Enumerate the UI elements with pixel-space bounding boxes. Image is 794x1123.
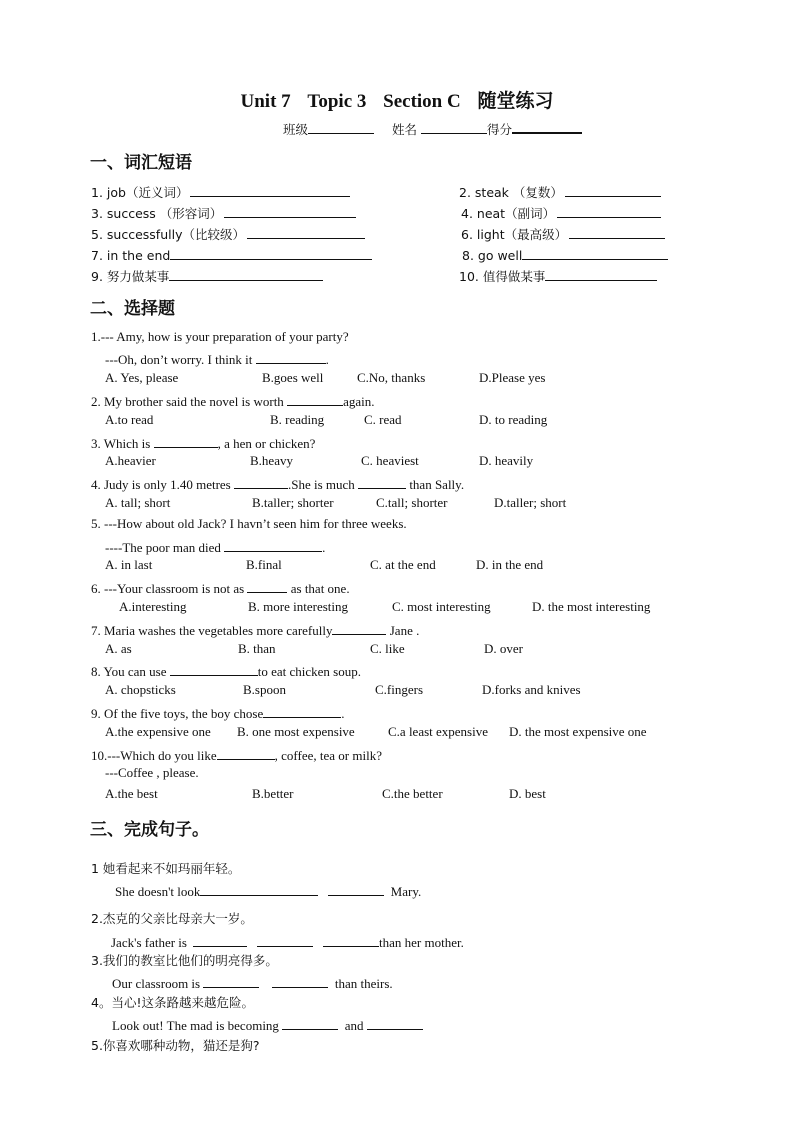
option-b[interactable]: B.heavy <box>250 453 293 468</box>
vocab-item: 10. 值得做某事 <box>459 266 657 285</box>
question-stem: 10.---Which do you like , coffee, tea or milk? <box>91 745 382 764</box>
option-a[interactable]: A.the expensive one <box>105 724 211 739</box>
option-b[interactable]: B.final <box>246 557 282 572</box>
vocab-item: 9. 努力做某事 <box>91 266 323 285</box>
option-b[interactable]: B.taller; shorter <box>252 495 334 510</box>
option-c[interactable]: C. read <box>364 412 402 427</box>
section2-heading: 二、选择题 <box>90 299 175 319</box>
question-stem: 1.--- Amy, how is your preparation of your party? <box>91 329 349 344</box>
answer-blank[interactable] <box>367 1015 423 1030</box>
name-blank[interactable] <box>421 119 487 134</box>
vocab-item: 5. successfully（比较级） <box>91 224 365 243</box>
answer-blank[interactable] <box>282 1015 338 1030</box>
title-section: Section C <box>383 91 461 112</box>
option-b[interactable]: B.spoon <box>243 682 286 697</box>
option-c[interactable]: C.fingers <box>375 682 424 697</box>
option-c[interactable]: C. most interesting <box>392 599 491 614</box>
vocab-item: 8. go well <box>462 245 668 264</box>
sentence-cn: 3.我们的教室比他们的明亮得多。 <box>91 953 278 968</box>
option-b[interactable]: B. one most expensive <box>237 724 355 739</box>
sentence-cn: 1 她看起来不如玛丽年轻。 <box>91 861 241 876</box>
answer-blank[interactable] <box>332 620 386 635</box>
option-d[interactable]: D. over <box>484 641 523 656</box>
question-stem: 5. ---How about old Jack? I havn’t seen him for three weeks. <box>91 516 407 531</box>
option-d[interactable]: D. to reading <box>479 412 548 427</box>
option-d[interactable]: D. heavily <box>479 453 534 468</box>
name-label: 姓名 <box>392 122 418 137</box>
question-stem-2: ---Coffee , please. <box>105 765 199 780</box>
sentence-cn: 2.杰克的父亲比母亲大一岁。 <box>91 911 253 926</box>
vocab-blank[interactable] <box>557 203 661 218</box>
question-stem: 9. Of the five toys, the boy chose . <box>91 703 344 722</box>
vocab-item: 6. light（最高级） <box>461 224 665 243</box>
question-stem-2: ----The poor man died . <box>105 537 325 556</box>
option-a[interactable]: A.heavier <box>105 453 156 468</box>
question-stem: 4. Judy is only 1.40 metres .She is much than Sally. <box>91 474 464 493</box>
option-c[interactable]: C. at the end <box>370 557 436 572</box>
option-d[interactable]: D.forks and knives <box>482 682 581 697</box>
vocab-blank[interactable] <box>545 266 657 281</box>
option-c[interactable]: C. heaviest <box>361 453 419 468</box>
sentence-en: Look out! The mad is becoming and <box>112 1015 423 1034</box>
option-b[interactable]: B.better <box>252 786 294 801</box>
answer-blank[interactable] <box>263 703 341 718</box>
vocab-blank[interactable] <box>569 224 665 239</box>
vocab-item: 4. neat（副词） <box>461 203 661 222</box>
question-stem: 6. ---Your classroom is not as as that one. <box>91 578 350 597</box>
vocab-item: 7. in the end <box>91 245 372 264</box>
option-b[interactable]: B. more interesting <box>248 599 349 614</box>
answer-blank[interactable] <box>240 881 318 896</box>
question-stem: 2. My brother said the novel is worth again. <box>91 391 374 410</box>
option-a[interactable]: A.to read <box>105 412 154 427</box>
vocab-blank[interactable] <box>169 266 323 281</box>
vocab-blank[interactable] <box>565 182 661 197</box>
student-info-line <box>283 118 582 138</box>
option-a[interactable]: A. chopsticks <box>105 682 176 697</box>
vocab-blank[interactable] <box>224 203 356 218</box>
vocab-item: 1. job（近义词） <box>91 182 350 201</box>
answer-blank[interactable] <box>323 932 379 947</box>
answer-blank[interactable] <box>256 349 326 364</box>
sentence-en: Jack's father is than her mother. <box>111 932 464 951</box>
option-b[interactable]: B.goes well <box>262 370 324 385</box>
vocab-item: 2. steak （复数） <box>459 182 661 201</box>
section3-heading: 三、完成句子。 <box>90 820 209 840</box>
answer-blank[interactable] <box>154 433 218 448</box>
score-blank[interactable] <box>512 118 582 134</box>
vocab-blank[interactable] <box>170 245 372 260</box>
sentence-cn: 4。当心!这条路越来越危险。 <box>91 995 254 1010</box>
option-b[interactable]: B. than <box>238 641 276 656</box>
score-label: 得分 <box>487 122 513 137</box>
answer-blank[interactable] <box>257 932 313 947</box>
vocab-blank[interactable] <box>247 224 365 239</box>
question-stem-2: ---Oh, don’t worry. I think it . <box>105 349 329 368</box>
option-d[interactable]: D.taller; short <box>494 495 567 510</box>
title-unit: Unit 7 <box>240 91 291 112</box>
option-d[interactable]: D. in the end <box>476 557 544 572</box>
question-stem: 7. Maria washes the vegetables more carefully Jane . <box>91 620 419 639</box>
sentence-en: She doesn't look Mary. <box>115 881 421 900</box>
vocab-blank[interactable] <box>190 182 350 197</box>
answer-blank[interactable] <box>358 474 406 489</box>
answer-blank[interactable] <box>170 661 258 676</box>
title-topic: Topic 3 <box>307 91 367 112</box>
sentence-cn: 5.你喜欢哪种动物，猫还是狗? <box>91 1038 260 1053</box>
answer-blank[interactable] <box>234 474 288 489</box>
option-c[interactable]: C.No, thanks <box>357 370 426 385</box>
answer-blank[interactable] <box>224 537 322 552</box>
option-a[interactable]: A.the best <box>105 786 158 801</box>
option-a[interactable]: A. as <box>105 641 132 656</box>
title-cn: 随堂练习 <box>477 90 554 112</box>
class-label: 班级 <box>283 122 309 137</box>
option-d[interactable]: D. the most expensive one <box>509 724 647 739</box>
option-c[interactable]: C.a least expensive <box>388 724 488 739</box>
answer-blank[interactable] <box>328 881 384 896</box>
answer-blank[interactable] <box>272 973 328 988</box>
option-a[interactable]: A. tall; short <box>105 495 171 510</box>
answer-blank[interactable] <box>193 932 247 947</box>
class-blank[interactable] <box>308 119 374 134</box>
sentence-en: Our classroom is than theirs. <box>112 973 393 992</box>
option-a[interactable]: A. in last <box>105 557 153 572</box>
answer-blank[interactable] <box>217 745 275 760</box>
option-d[interactable]: D.Please yes <box>479 370 546 385</box>
option-b[interactable]: B. reading <box>270 412 325 427</box>
option-d[interactable]: D. the most interesting <box>532 599 651 614</box>
section1-heading: 一、词汇短语 <box>90 153 192 173</box>
option-a[interactable]: A. Yes, please <box>105 370 179 385</box>
option-c[interactable]: C.the better <box>382 786 443 801</box>
answer-blank[interactable] <box>200 881 240 896</box>
option-c[interactable]: C. like <box>370 641 405 656</box>
answer-blank[interactable] <box>203 973 259 988</box>
question-stem: 3. Which is , a hen or chicken? <box>91 433 315 452</box>
question-stem: 8. You can use to eat chicken soup. <box>91 661 361 680</box>
vocab-item: 3. success （形容词） <box>91 203 356 222</box>
option-c[interactable]: C.tall; shorter <box>376 495 448 510</box>
answer-blank[interactable] <box>247 578 287 593</box>
page-title <box>0 86 794 113</box>
answer-blank[interactable] <box>287 391 343 406</box>
vocab-blank[interactable] <box>522 245 668 260</box>
option-a[interactable]: A.interesting <box>119 599 187 614</box>
option-d[interactable]: D. best <box>509 786 546 801</box>
